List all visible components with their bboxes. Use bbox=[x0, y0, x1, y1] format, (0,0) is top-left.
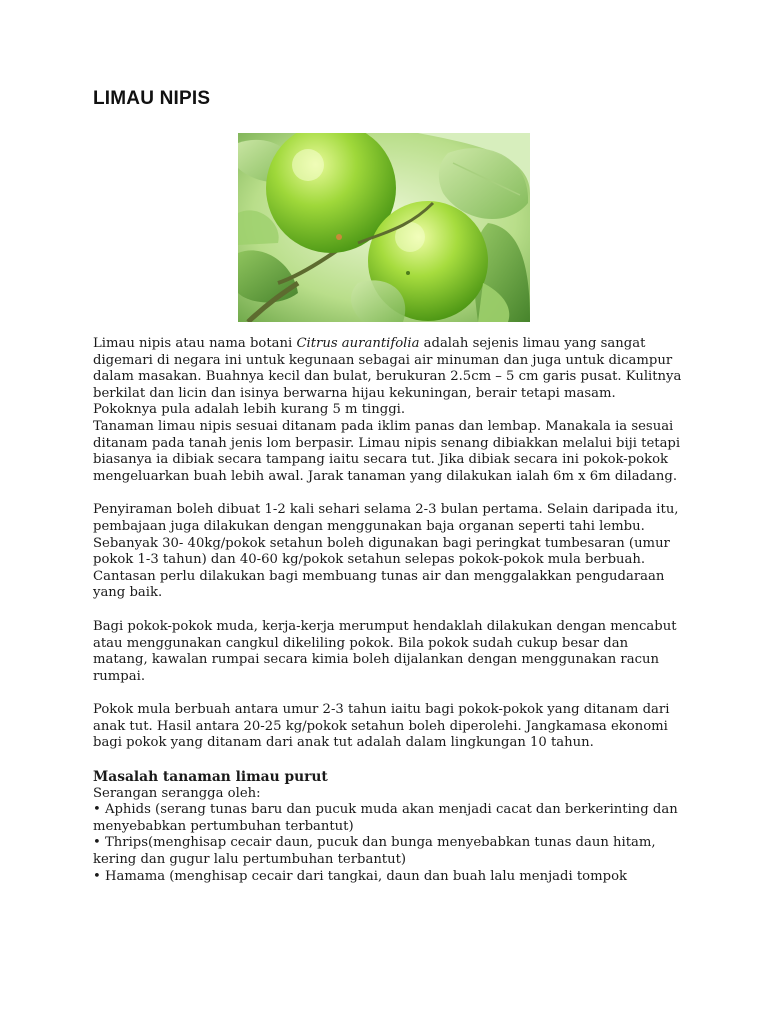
botanical-name: Citrus aurantifolia bbox=[296, 336, 420, 351]
paragraph-intro: Limau nipis atau nama botani Citrus aurantifolia adalah sejenis limau yang sangat digemari di negara ini untuk kegunaan sebagai air minuman dan juga untuk dicampur dalam masakan. Buahnya kecil dan bulat, berukuran 2.5cm – 5 cm garis pusat. Kulitnya berkilat dan licin dan isinya berwarna hijau kekuningan, berair tetapi masam. Pokoknya pula adalah lebih kurang 5 m tinggi. bbox=[93, 336, 682, 418]
page-title: LIMAU NIPIS bbox=[93, 88, 211, 109]
bullet-item: • Thrips(menghisap cecair daun, pucuk dan bunga menyebabkan tunas daun hitam, kering dan gugur lalu pertumbuhan terbantut) bbox=[93, 835, 656, 868]
paragraph-weeding: Bagi pokok-pokok muda, kerja-kerja merumput hendaklah dilakukan dengan mencabut atau menggunakan cangkul dikeliling pokok. Bila pokok sudah cukup besar dan matang, kawalan rumpai secara kimia boleh dijalankan dengan menggunakan racun rumpai. bbox=[93, 618, 677, 684]
paragraph-yield: Pokok mula berbuah antara umur 2-3 tahun iaitu bagi pokok-pokok yang ditanam dari anak tut. Hasil antara 20-25 kg/pokok setahun boleh diperolehi. Jangkamasa ekonomi bagi pokok yang ditanam dari anak tut adalah dalam lingkungan 10 tahun. bbox=[93, 702, 670, 751]
bullet-item: • Hamama (menghisap cecair dari tangkai, daun dan buah lalu menjadi tompok bbox=[93, 868, 628, 884]
bullet-item: • Aphids (serang tunas baru dan pucuk muda akan menjadi cacat dan berkerinting dan menyebabkan pertumbuhan terbantut) bbox=[93, 802, 678, 834]
section-intro: Serangan serangga oleh: bbox=[93, 785, 261, 801]
paragraph-watering: Penyiraman boleh dibuat 1-2 kali sehari selama 2-3 bulan pertama. Selain daripada itu, pembajaan juga dilakukan dengan menggunakan baja organan seperti tahi lembu. Sebanyak 30- 40kg/pokok setahun boleh digunakan bagi peringkat tumbesaran (umur pokok 1-3 tahun) dan 40-60 kg/pokok setahun selepas pokok-pokok mula berbuah. Cantasan perlu dilakukan bagi membuang tunas air dan menggalakkan pengudaraan yang baik. bbox=[93, 502, 679, 601]
paragraph-planting: Tanaman limau nipis sesuai ditanam pada iklim panas dan lembap. Manakala ia sesuai ditanam pada tanah jenis lom berpasir. Limau nipis senang dibiakkan melalui biji tetapi biasanya ia dibiak secara tampang iaitu secara tut. Jika dibiak secara ini pokok-pokok mengeluarkan buah lebih awal. Jarak tanaman yang dilakukan ialah 6m x 6m diladang. bbox=[93, 418, 681, 484]
section-heading: Masalah tanaman limau purut bbox=[93, 769, 328, 786]
article-body bbox=[93, 336, 683, 885]
lime-fruit-photo bbox=[238, 133, 530, 322]
lime-photo-illustration bbox=[238, 133, 530, 322]
